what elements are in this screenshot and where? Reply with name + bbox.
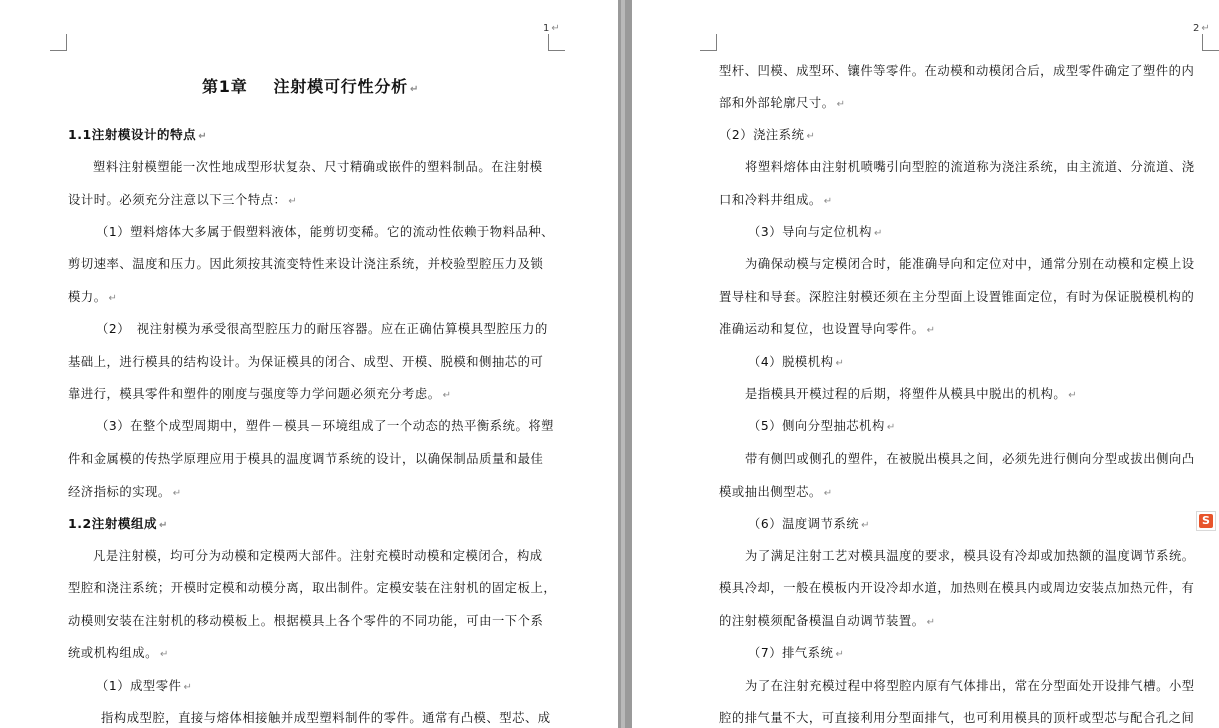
paragraph-line: （1）塑料熔体大多属于假塑料液体，能剪切变稀。它的流动性依赖于物料品种、	[96, 225, 555, 239]
paragraph-line: 为了在注射充模过程中将型腔内原有气体排出，常在分型面处开设排气槽。小型	[745, 679, 1195, 693]
paragraph-line: 动模则安装在注射机的移动模板上。根据模具上各个零件的不同功能，可由一下个系	[68, 614, 544, 628]
paragraph-line: 统或机构组成。 ↵	[68, 646, 169, 660]
paragraph-line: 准确运动和复位，也设置导向零件。 ↵	[719, 322, 936, 336]
paragraph-line: （3）在整个成型周期中，塑件－模具－环境组成了一个动态的热平衡系统。将塑	[96, 419, 555, 433]
paragraph-line: 部和外部轮廓尺寸。 ↵	[719, 96, 846, 110]
subsection-heading: （7）排气系统 ↵	[748, 646, 845, 660]
chapter-number: 第1章	[202, 77, 248, 96]
paragraph-line: 腔的排气量不大，可直接利用分型面排气，也可利用模具的顶杆或型芯与配合孔之间	[719, 711, 1195, 725]
margin-corner-mark	[548, 34, 565, 51]
paragraph-line: 型杆、凹模、成型环、镶件等零件。在动模和动模闭合后，成型零件确定了塑件的内	[719, 64, 1195, 78]
section-heading: 1.2注射模组成 ↵	[68, 516, 168, 531]
paragraph-line: 口和冷料井组成。 ↵	[719, 193, 833, 207]
paragraph-line: 为了满足注射工艺对模具温度的要求，模具设有冷却或加热额的温度调节系统。	[745, 549, 1195, 563]
paragraph-line: 将塑料熔体由注射机喷嘴引向型腔的流道称为浇注系统，由主流道、分流道、浇	[745, 160, 1195, 174]
margin-corner-mark	[50, 34, 67, 51]
paragraph-line: 件和金属模的传热学原理应用于模具的温度调节系统的设计，以确保制品质量和最佳	[68, 452, 544, 466]
subsection-heading: （1）成型零件 ↵	[96, 679, 193, 693]
margin-corner-mark	[700, 34, 717, 51]
paragraph-line: 经济指标的实现。 ↵	[68, 485, 182, 499]
chapter-name: 注射模可行性分析	[273, 77, 408, 96]
paragraph-line: 模力。 ↵	[68, 290, 118, 304]
paragraph-line: （2） 视注射模为承受很高型腔压力的耐压容器。应在正确估算模具型腔压力的	[96, 322, 548, 336]
page-number: 2 ↵	[1193, 23, 1210, 34]
page-divider	[618, 0, 632, 728]
subsection-heading: （5）侧向分型抽芯机构 ↵	[748, 419, 896, 433]
paragraph-line: 型腔和浇注系统；开模时定模和动模分离，取出制件。定模安装在注射机的固定板上，	[68, 581, 557, 595]
document-page-2[interactable]	[632, 0, 1219, 728]
margin-corner-mark	[1202, 34, 1219, 51]
paragraph-line: 的注射模须配备模温自动调节装置。 ↵	[719, 614, 936, 628]
subsection-heading: （3）导向与定位机构 ↵	[748, 225, 883, 239]
paragraph-line: 模或抽出侧型芯。 ↵	[719, 485, 833, 499]
subsection-heading: （6）温度调节系统 ↵	[748, 517, 871, 531]
chapter-title: 第1章 注射模可行性分析 ↵	[202, 77, 420, 96]
paragraph-line: 是指模具开模过程的后期，将塑件从模具中脱出的机构。 ↵	[745, 387, 1078, 401]
subsection-heading: （2）浇注系统 ↵	[719, 128, 816, 142]
paragraph-line: 为确保动模与定模闭合时，能准确导向和定位对中，通常分别在动模和定模上设	[745, 257, 1195, 271]
paragraph-line: 凡是注射模，均可分为动模和定模两大部件。注射充模时动模和定模闭合，构成	[93, 549, 543, 563]
paragraph-line: 带有侧凹或侧孔的塑件，在被脱出模具之间，必须先进行侧向分型或拔出侧向凸	[745, 452, 1195, 466]
paragraph-line: 置导柱和导套。深腔注射模还须在主分型面上设置锥面定位，有时为保证脱模机构的	[719, 290, 1195, 304]
paragraph-line: 基础上，进行模具的结构设计。为保证模具的闭合、成型、开模、脱模和侧抽芯的可	[68, 355, 544, 369]
paragraph-line: 剪切速率、温度和压力。因此须按其流变特性来设计浇注系统，并校验型腔压力及锁	[68, 257, 544, 271]
paragraph-line: 模具冷却，一般在模板内开设冷却水道，加热则在模具内或周边安装点加热元件，有	[719, 581, 1195, 595]
paragraph-line: 设计时。必须充分注意以下三个特点： ↵	[68, 193, 298, 207]
paragraph-line: 靠进行，模具零件和塑件的刚度与强度等力学问题必须充分考虑。 ↵	[68, 387, 452, 401]
paragraph-line: 指构成型腔，直接与熔体相接触并成型塑料制件的零件。通常有凸模、型芯、成	[101, 711, 551, 725]
paragraph-line: 塑料注射模塑能一次性地成型形状复杂、尺寸精确或嵌件的塑料制品。在注射模	[93, 160, 543, 174]
subsection-heading: （4）脱模机构 ↵	[748, 355, 845, 369]
input-method-icon[interactable]: S	[1196, 511, 1216, 531]
page-number: 1 ↵	[543, 23, 560, 34]
section-heading: 1.1注射模设计的特点 ↵	[68, 127, 208, 142]
